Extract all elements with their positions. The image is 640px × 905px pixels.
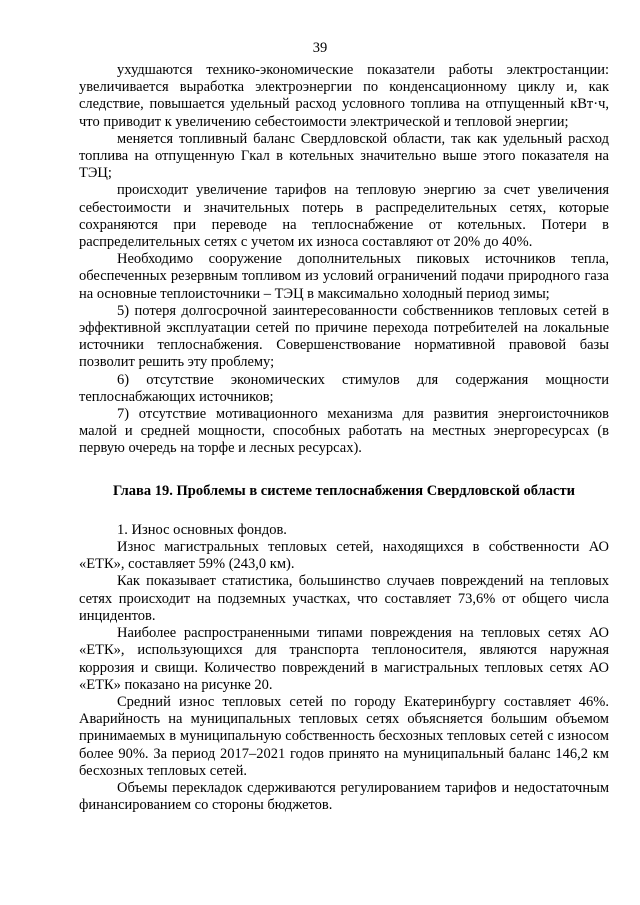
- chapter-heading: Глава 19. Проблемы в системе теплоснабжения Свердловской области: [113, 482, 575, 499]
- paragraph: 6) отсутствие экономических стимулов для содержания мощности теплоснабжающих источников;: [79, 371, 609, 405]
- paragraph: 7) отсутствие мотивационного механизма для развития энергоисточников малой и средней мощности, способных работать на местных энергоресурсах (в первую очередь на торфе и лесных ресурсах).: [79, 406, 609, 457]
- paragraph: 1. Износ основных фондов.: [117, 521, 287, 538]
- paragraph: Средний износ тепловых сетей по городу Екатеринбургу составляет 46%. Аварийность на муниципальных тепловых сетях объясняется большим объемом принимаемых в муниципальную собственность бесхозных тепловых сетей с износом более 90%. За период 2017–2021 годов принято на муниципальный баланс 146,2 км бесхозных тепловых сетей.: [79, 693, 609, 779]
- paragraph: 5) потеря долгосрочной заинтересованности собственников тепловых сетей в эффективной эксплуатации сетей по причине перехода потребителей на локальные источники теплоснабжения. Совершенствование нормативной правовой базы позволит решить эту проблему;: [79, 302, 609, 371]
- paragraph: меняется топливный баланс Свердловской области, так как удельный расход топлива на отпущенную Гкал в котельных значительно выше этого показателя на ТЭЦ;: [79, 130, 609, 182]
- page-content: [79, 62, 609, 814]
- paragraph: Необходимо сооружение дополнительных пиковых источников тепла, обеспеченных резервным топливом из условий ограничений подачи природного газа на основные теплоисточники – ТЭЦ в максимально холодный период зимы;: [79, 251, 609, 302]
- paragraph: Как показывает статистика, большинство случаев повреждений на тепловых сетях происходит на подземных участках, что составляет 73,6% от общего числа инцидентов.: [79, 573, 609, 624]
- paragraph: происходит увеличение тарифов на тепловую энергию за счет увеличения себестоимости и значительных потерь в распределительных сетях, которые сохраняются при переводе на теплоснабжение от котельных. Потери в распределительных сетях с учетом их износа составляют от 20% до 40%.: [79, 182, 609, 251]
- paragraph: ухудшаются технико-экономические показатели работы электростанции: увеличивается выработка электроэнергии по конденсационному циклу и, как следствие, повышается удельный расход условного топлива на отпущенный кВт·ч, что приводит к увеличению себестоимости электрической и тепловой энергии;: [79, 62, 609, 130]
- paragraph: Наиболее распространенными типами повреждения на тепловых сетях АО «ЕТК», использующихся для транспорта теплоносителя, являются наружная коррозия и свищи. Количество повреждений в магистральных тепловых сетях АО «ЕТК» показано на рисунке 20.: [79, 625, 609, 693]
- paragraph: Износ магистральных тепловых сетей, находящихся в собственности АО «ЕТК», составляет 59% (243,0 км).: [79, 539, 609, 573]
- paragraph: Объемы перекладок сдерживаются регулированием тарифов и недостаточным финансированием со стороны бюджетов.: [79, 779, 609, 814]
- page-number: 39: [312, 40, 328, 56]
